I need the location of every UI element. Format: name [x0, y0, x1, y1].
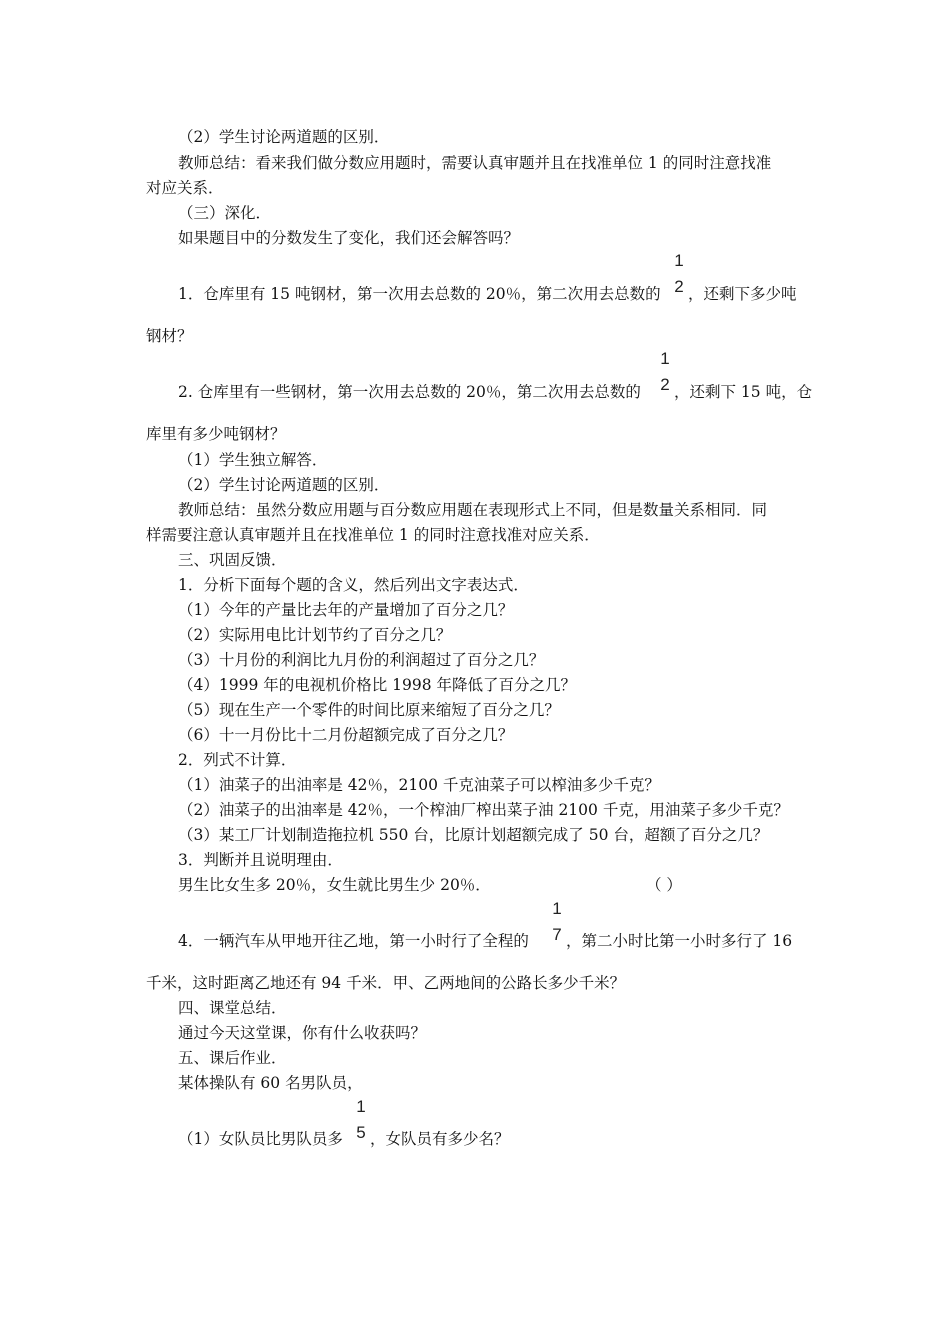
section-heading: （三）深化．: [178, 204, 272, 222]
fraction-denominator: 2: [660, 375, 670, 394]
list-item: （3）十月份的利润比九月份的利润超过了百分之几？: [178, 651, 545, 669]
fraction-denominator: 2: [674, 277, 684, 296]
text-line: 教师总结：虽然分数应用题与百分数应用题在表现形式上不同，但是数量关系相同．同: [178, 501, 768, 519]
fraction-numerator: 1: [552, 899, 562, 918]
fraction: [354, 1096, 368, 1144]
section-heading: 三、巩固反馈．: [178, 551, 287, 569]
answer-parentheses: （ ）: [646, 876, 682, 894]
text-line: ，还剩下 15 吨，仓: [674, 383, 813, 401]
fraction: [550, 898, 564, 946]
section-heading: 五、课后作业．: [178, 1049, 287, 1067]
text-line: 钢材？: [146, 327, 193, 345]
text-line: 1．仓库里有 15 吨钢材，第一次用去总数的 20％，第二次用去总数的: [178, 285, 661, 303]
list-item: （4）1999 年的电视机价格比 1998 年降低了百分之几？: [178, 676, 577, 694]
fraction: [672, 250, 686, 298]
text-line: 如果题目中的分数发生了变化，我们还会解答吗？: [178, 229, 520, 247]
list-item: （2）实际用电比计划节约了百分之几？: [178, 626, 452, 644]
list-item: （1）女队员比男队员多: [178, 1130, 343, 1148]
list-item: （1）油菜子的出油率是 42％，2100 千克油菜子可以榨油多少千克？: [178, 776, 660, 794]
list-item: ，女队员有多少名？: [370, 1130, 510, 1148]
list-item: （3）某工厂计划制造拖拉机 550 台，比原计划超额完成了 50 台，超额了百分之几？: [178, 826, 769, 844]
text-line: ，第二小时比第一小时多行了 16: [566, 932, 793, 950]
section-heading: 四、课堂总结．: [178, 999, 287, 1017]
fraction-denominator: 5: [356, 1123, 366, 1142]
list-item: （6）十一月份比十二月份超额完成了百分之几？: [178, 726, 514, 744]
text-line: ，还剩下多少吨: [688, 285, 797, 303]
text-line: 4．一辆汽车从甲地开往乙地，第一小时行了全程的: [178, 932, 529, 950]
text-line: 样需要注意认真审题并且在找准单位 1 的同时注意找准对应关系．: [146, 526, 600, 544]
fraction: [658, 348, 672, 396]
text-line: 1．分析下面每个题的含义，然后列出文字表达式．: [178, 576, 529, 594]
text-line: 对应关系．: [146, 179, 224, 197]
text-line: 某体操队有 60 名男队员，: [178, 1074, 363, 1092]
list-item: （2）油菜子的出油率是 42％，一个榨油厂榨出菜子油 2100 千克，用油菜子多少千克？: [178, 801, 789, 819]
text-line: （2）学生讨论两道题的区别．: [178, 476, 390, 494]
fraction-numerator: 1: [660, 349, 670, 368]
fraction-denominator: 7: [552, 925, 562, 944]
fraction-numerator: 1: [356, 1097, 366, 1116]
text-line: 通过今天这堂课，你有什么收获吗？: [178, 1024, 427, 1042]
fraction-numerator: 1: [674, 251, 684, 270]
list-item: （5）现在生产一个零件的时间比原来缩短了百分之几？: [178, 701, 560, 719]
text-line: 2. 仓库里有一些钢材，第一次用去总数的 20％，第二次用去总数的: [178, 383, 641, 401]
text-line: 3．判断并且说明理由．: [178, 851, 343, 869]
text-line: 男生比女生多 20％，女生就比男生少 20％．: [178, 876, 491, 894]
text-line: （1）学生独立解答．: [178, 451, 328, 469]
text-line: 教师总结：看来我们做分数应用题时，需要认真审题并且在找准单位 1 的同时注意找准: [178, 154, 772, 172]
text-line: 千米，这时距离乙地还有 94 千米．甲、乙两地间的公路长多少千米？: [146, 974, 626, 992]
text-line: 2．列式不计算．: [178, 751, 297, 769]
list-item: （1）今年的产量比去年的产量增加了百分之几？: [178, 601, 514, 619]
text-line: （2）学生讨论两道题的区别．: [178, 128, 390, 146]
text-line: 库里有多少吨钢材？: [146, 425, 286, 443]
